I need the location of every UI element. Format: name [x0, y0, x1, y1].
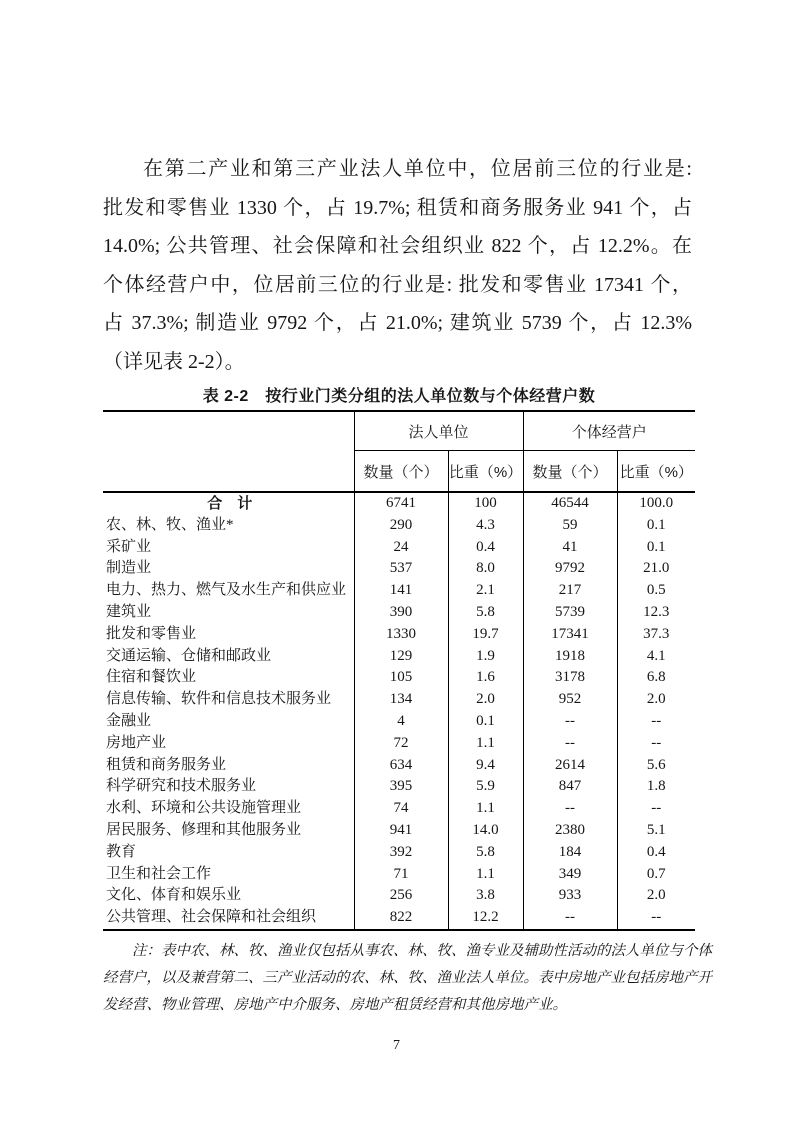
note-line: 注：表中农、林、牧、渔业仅包括从事农、林、牧、渔专业及辅助性活动的法人单位与个体 [132, 943, 712, 959]
table-row [103, 492, 695, 515]
row-value: 349 [523, 864, 617, 886]
row-label: 房地产业 [103, 733, 354, 755]
table-row [103, 689, 695, 711]
row-value: 822 [354, 907, 448, 930]
row-value: 24 [354, 537, 448, 559]
row-value: 41 [523, 537, 617, 559]
row-value: 21.0 [643, 560, 670, 577]
row-label: 合 计 [103, 492, 354, 515]
row-value: 634 [354, 755, 448, 777]
row-value: -- [523, 798, 617, 820]
note-line: 发经营、物业管理、房地产中介服务、房地产租赁经营和其他房地产业。 [103, 997, 567, 1013]
row-value: 0.1 [646, 516, 666, 533]
row-value: 4.1 [646, 647, 666, 664]
row-label: 水利、环境和公共设施管理业 [103, 798, 354, 820]
row-value: 141 [354, 580, 448, 602]
row-value: 847 [523, 776, 617, 798]
row-value: 5.6 [646, 756, 666, 773]
row-value: 5.8 [448, 602, 523, 624]
row-value: 0.7 [646, 865, 666, 882]
row-value: 71 [354, 864, 448, 886]
row-value: 941 [354, 820, 448, 842]
row-value: 2.0 [646, 887, 666, 904]
column-header-individual-share: 比重（%） [617, 451, 695, 493]
row-label: 教育 [103, 842, 354, 864]
paragraph-line: 个体经营户中，位居前三位的行业是: 批发和零售业 17341 个， [103, 273, 692, 296]
row-value: -- [651, 734, 662, 751]
row-value: 14.0 [448, 820, 523, 842]
row-value: -- [523, 907, 617, 930]
row-value: 12.2 [448, 907, 523, 930]
row-value: 46544 [523, 492, 617, 515]
row-value: -- [651, 712, 662, 729]
row-value: -- [523, 711, 617, 733]
row-value: 1.1 [448, 733, 523, 755]
row-label: 交通运输、仓储和邮政业 [103, 646, 354, 668]
row-label: 建筑业 [103, 602, 354, 624]
body-paragraph [103, 150, 692, 381]
row-label: 信息传输、软件和信息技术服务业 [103, 689, 354, 711]
row-value: 3.8 [448, 885, 523, 907]
table-title: 表 2-2 按行业门类分组的法人单位数与个体经营户数 [202, 388, 596, 405]
row-value: 17341 [523, 624, 617, 646]
row-value: 129 [354, 646, 448, 668]
paragraph-line: 占 37.3%; 制造业 9792 个，占 21.0%; 建筑业 5739 个，占 12.3% [103, 312, 692, 334]
table-row [103, 864, 695, 886]
row-label: 制造业 [103, 558, 354, 580]
row-value: 134 [354, 689, 448, 711]
table-row [103, 711, 695, 733]
row-value: 6.8 [646, 669, 666, 686]
row-label: 公共管理、社会保障和社会组织 [103, 907, 354, 930]
table-row [103, 820, 695, 842]
row-value: 395 [354, 776, 448, 798]
row-value: 9.4 [448, 755, 523, 777]
row-value: 12.3 [643, 603, 670, 620]
row-value: 5.8 [448, 842, 523, 864]
row-value: 5.9 [448, 776, 523, 798]
row-value: 2614 [523, 755, 617, 777]
paragraph-line: （详见表 2-2）。 [103, 350, 245, 373]
row-value: 0.5 [646, 582, 666, 599]
table-row [103, 624, 695, 646]
paragraph-line: 14.0%; 公共管理、社会保障和社会组织业 822 个，占 12.2%。在 [103, 235, 692, 257]
note-line: 经营户，以及兼营第二、三产业活动的农、林、牧、渔业法人单位。表中房地产业包括房地产开 [103, 970, 712, 986]
row-value: 1.8 [646, 778, 666, 795]
row-value: 537 [354, 558, 448, 580]
row-value: 290 [354, 515, 448, 537]
row-label: 住宿和餐饮业 [103, 667, 354, 689]
row-value: 74 [354, 798, 448, 820]
row-value: 0.1 [448, 711, 523, 733]
row-value: -- [651, 800, 662, 817]
page-number: 7 [393, 1038, 400, 1053]
row-value: 933 [523, 885, 617, 907]
row-value: 1330 [354, 624, 448, 646]
row-value: 1.9 [448, 646, 523, 668]
row-value: 0.4 [646, 843, 666, 860]
row-label: 金融业 [103, 711, 354, 733]
row-value: 184 [523, 842, 617, 864]
row-value: 1918 [523, 646, 617, 668]
row-value: 37.3 [643, 625, 670, 642]
row-value: 2.0 [646, 691, 666, 708]
row-value: 217 [523, 580, 617, 602]
row-label: 卫生和社会工作 [103, 864, 354, 886]
row-value: 3178 [523, 667, 617, 689]
row-value: 1.1 [448, 864, 523, 886]
table-row [103, 667, 695, 689]
paragraph-line: 在第二产业和第三产业法人单位中，位居前三位的行业是: [143, 158, 692, 180]
table-row [103, 798, 695, 820]
row-label: 居民服务、修理和其他服务业 [103, 820, 354, 842]
row-value: 2380 [523, 820, 617, 842]
group-header-row [103, 411, 695, 451]
table-row [103, 907, 695, 930]
row-value: 100.0 [639, 495, 674, 511]
row-value: 19.7 [448, 624, 523, 646]
paragraph-line: 批发和零售业 1330 个，占 19.7%; 租赁和商务服务业 941 个，占 [103, 196, 692, 219]
column-header-legal-count: 数量（个） [354, 451, 448, 493]
group-header-individual-businesses: 个体经营户 [523, 411, 695, 451]
row-value: 4.3 [448, 515, 523, 537]
table-row [103, 515, 695, 537]
table-row [103, 602, 695, 624]
row-value: 256 [354, 885, 448, 907]
row-value: 0.1 [646, 538, 666, 555]
row-label: 电力、热力、燃气及水生产和供应业 [103, 580, 354, 602]
table-row [103, 537, 695, 559]
row-value: 105 [354, 667, 448, 689]
table-note [103, 938, 712, 1019]
table-row [103, 755, 695, 777]
table-row [103, 842, 695, 864]
row-value: 8.0 [448, 558, 523, 580]
row-value: 2.1 [448, 580, 523, 602]
row-label: 批发和零售业 [103, 624, 354, 646]
row-value: 6741 [354, 492, 448, 515]
group-header-legal-units: 法人单位 [354, 411, 523, 451]
row-value: -- [523, 733, 617, 755]
row-label: 租赁和商务服务业 [103, 755, 354, 777]
table-row [103, 646, 695, 668]
row-value: 59 [523, 515, 617, 537]
table-row [103, 558, 695, 580]
row-value: 952 [523, 689, 617, 711]
row-value: 1.1 [448, 798, 523, 820]
row-label: 科学研究和技术服务业 [103, 776, 354, 798]
row-value: 100 [448, 492, 523, 515]
column-header-legal-share: 比重（%） [448, 451, 523, 493]
row-label: 文化、体育和娱乐业 [103, 885, 354, 907]
row-value: 4 [354, 711, 448, 733]
table-row [103, 580, 695, 602]
column-header-individual-count: 数量（个） [523, 451, 617, 493]
row-label: 农、林、牧、渔业* [103, 515, 354, 537]
row-value: 1.6 [448, 667, 523, 689]
row-value: 9792 [523, 558, 617, 580]
row-value: 0.4 [448, 537, 523, 559]
row-value: 72 [354, 733, 448, 755]
row-label: 采矿业 [103, 537, 354, 559]
table-row [103, 885, 695, 907]
row-value: 392 [354, 842, 448, 864]
row-value: 5.1 [646, 821, 666, 838]
industry-table [103, 410, 695, 931]
row-value: -- [651, 909, 662, 926]
row-value: 5739 [523, 602, 617, 624]
row-value: 2.0 [448, 689, 523, 711]
corner-cell [103, 411, 354, 492]
table-row [103, 733, 695, 755]
table-body [103, 492, 695, 930]
table-row [103, 776, 695, 798]
table-header [103, 411, 695, 492]
row-value: 390 [354, 602, 448, 624]
